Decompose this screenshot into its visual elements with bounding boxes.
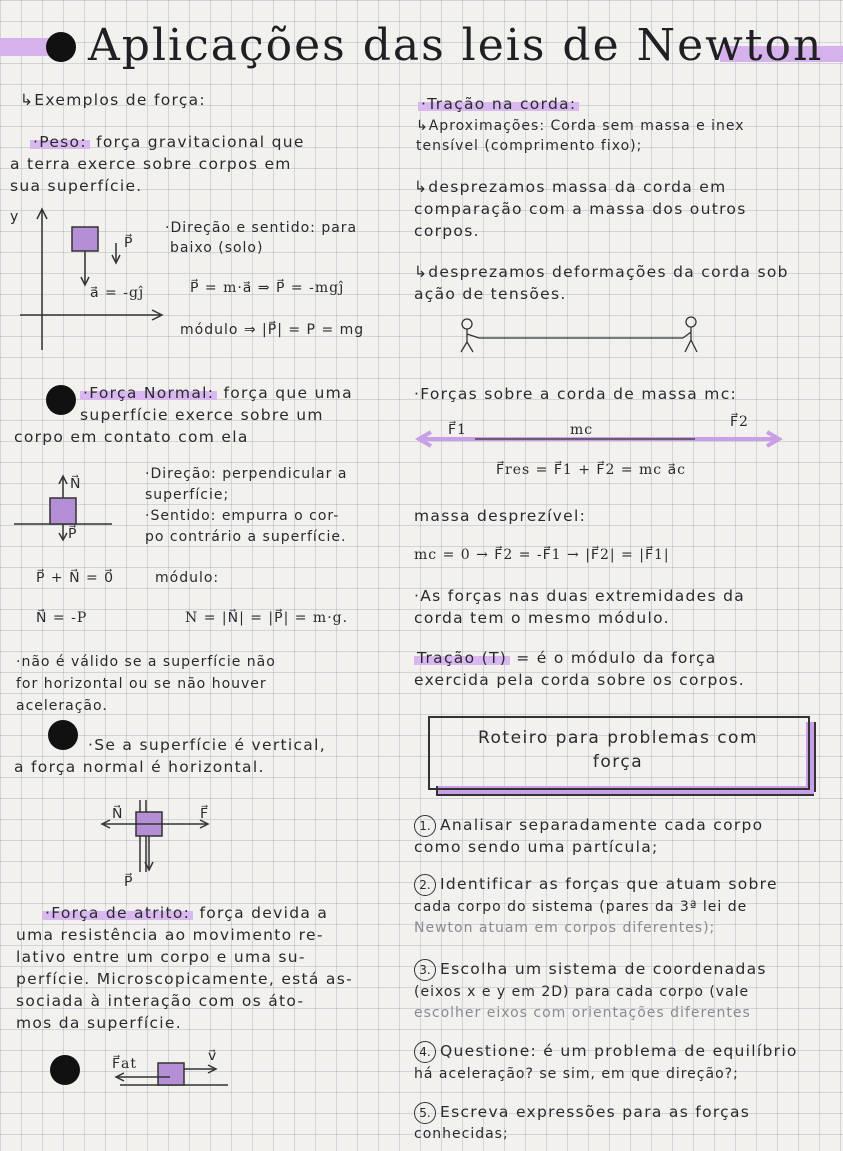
nao-valido-2: for horizontal ou se não houver (16, 676, 267, 692)
peso-accel: a⃗ = -gĵ (90, 285, 145, 301)
vertical-vec-f: F⃗ (200, 806, 210, 822)
step-3-number: 3. (414, 959, 436, 981)
peso-text-1: força gravitacional que (96, 133, 305, 151)
vertical-line-1: ·Se a superfície é vertical, (88, 736, 326, 754)
extremidades-line-2: corda tem o mesmo módulo. (414, 609, 670, 627)
peso-label: ·Peso: (30, 133, 90, 151)
normal-dir-2: superfície; (145, 487, 230, 503)
step-5-number: 5. (414, 1102, 436, 1124)
binder-hole (48, 720, 78, 750)
vertical-vec-n: N⃗ (112, 806, 124, 822)
normal-sent-2: po contrário a superfície. (145, 529, 347, 545)
atrito-line-2: uma resistência ao movimento re- (16, 926, 324, 944)
peso-line-3: sua superfície. (10, 177, 143, 195)
step-3-line-2: (eixos x e y em 2D) para cada corpo (vale (414, 984, 750, 1000)
vertical-line-2: a força normal é horizontal. (14, 758, 265, 776)
despr1-line-3: corpos. (414, 222, 480, 240)
aprox-line-2: tensível (comprimento fixo); (416, 138, 643, 154)
roteiro-title-2: força (592, 752, 644, 772)
despr1-line-1: ↳desprezamos massa da corda em (414, 178, 727, 196)
vec-f2: F⃗2 (730, 414, 749, 430)
peso-formula: P⃗ = m·a⃗ ⇒ P⃗ = -mgĵ (190, 280, 345, 296)
step-2-line-1: Identificar as forças que atuam sobre (440, 875, 778, 893)
peso-vector-p: P⃗ (124, 235, 134, 251)
binder-hole (50, 1055, 80, 1085)
page-title: Aplicações das leis de Newton (88, 20, 824, 71)
axis-y-label: y (10, 209, 20, 225)
aprox-line-1: ↳Aproximações: Corda sem massa e inex (416, 118, 745, 134)
forcas-line-1: ·Forças sobre a corda de massa mc: (414, 385, 738, 403)
normal-sum: P⃗ + N⃗ = 0⃗ (36, 570, 115, 586)
roteiro-title (430, 726, 806, 774)
step-1-number: 1. (414, 815, 436, 837)
mc-zero-formula: mc = 0 → F⃗2 = -F⃗1 → |F⃗2| = |F⃗1| (414, 547, 670, 563)
step-4-line-1: Questione: é um problema de equilíbrio (440, 1042, 798, 1060)
step-5-line-1: Escreva expressões para as forças (440, 1103, 751, 1121)
rope-diagram (455, 316, 715, 356)
nao-valido-3: aceleração. (16, 698, 108, 714)
fres-formula: F⃗res = F⃗1 + F⃗2 = mc a⃗c (496, 462, 687, 478)
normal-text-1: força que uma (223, 384, 353, 402)
normal-label: ·Força Normal: (80, 384, 217, 402)
tracao-heading (418, 94, 579, 115)
normal-vec-p: P⃗ (68, 526, 78, 542)
atrito-line-1 (42, 903, 328, 924)
atrito-vec-v: v⃗ (208, 1048, 218, 1064)
despr2-line-2: ação de tensões. (414, 285, 567, 303)
atrito-vec-fat: F⃗at (112, 1056, 138, 1072)
roteiro-title-1: Roteiro para problemas com (477, 728, 759, 748)
normal-line-3: corpo em contato com ela (14, 428, 249, 446)
atrito-line-6: mos da superfície. (16, 1014, 182, 1032)
atrito-line-4: perfície. Microscopicamente, está as- (16, 970, 353, 988)
massa-desprezivel: massa desprezível: (414, 507, 587, 525)
tracao-t-label: Tração (T) (414, 649, 510, 667)
mass-mc: mc (570, 422, 594, 438)
binder-hole (46, 385, 76, 415)
step-2-number: 2. (414, 874, 436, 896)
step-1-line-2: como sendo uma partícula; (414, 838, 659, 856)
normal-modulo-label: módulo: (155, 570, 220, 586)
normal-dir-1: ·Direção: perpendicular a (145, 466, 348, 482)
step-2-line-2: cada corpo do sistema (pares da 3ª lei de (414, 899, 748, 915)
normal-neg: N⃗ = -P (36, 610, 88, 626)
binder-hole (46, 32, 76, 62)
normal-line-2: superfície exerce sobre um (80, 406, 324, 424)
normal-line-1 (80, 383, 353, 404)
peso-modulo: módulo ⇒ |P⃗| = P = mg (180, 322, 365, 338)
despr1-line-2: comparação com a massa dos outros (414, 200, 747, 218)
vec-f1: F⃗1 (448, 422, 467, 438)
peso-line-2: a terra exerce sobre corpos em (10, 155, 292, 173)
atrito-text-1: força devida a (199, 904, 329, 922)
step-2-line-3: Newton atuam em corpos diferentes); (414, 920, 716, 936)
atrito-label: ·Força de atrito: (42, 904, 193, 922)
vertical-vec-p: P⃗ (124, 874, 134, 890)
step-3-line-3: escolher eixos com orientações diferentes (414, 1005, 751, 1021)
step-1-line-1: Analisar separadamente cada corpo (440, 816, 764, 834)
step-5-line-2: conhecidas; (414, 1126, 509, 1142)
peso-dir-2: baixo (solo) (170, 240, 264, 256)
tracao-t-text-1: = é o módulo da força (516, 649, 717, 667)
normal-vec-n: N⃗ (70, 476, 82, 492)
normal-sent-1: ·Sentido: empurra o cor- (145, 508, 340, 524)
step-4-number: 4. (414, 1041, 436, 1063)
step-3-line-1: Escolha um sistema de coordenadas (440, 960, 767, 978)
peso-dir-1: ·Direção e sentido: para (165, 220, 358, 236)
tracao-t-line-1 (414, 648, 717, 669)
peso-line-1 (30, 132, 305, 153)
despr2-line-1: ↳desprezamos deformações da corda sob (414, 263, 789, 281)
examples-heading: ↳Exemplos de força: (20, 91, 206, 109)
atrito-line-3: lativo entre um corpo e uma su- (16, 948, 306, 966)
step-4-line-2: há aceleração? se sim, em que direção?; (414, 1066, 739, 1082)
normal-modulo: N = |N⃗| = |P⃗| = m·g. (185, 610, 349, 626)
atrito-line-5: sociada à interação com os áto- (16, 992, 305, 1010)
extremidades-line-1: ·As forças nas duas extremidades da (414, 587, 746, 605)
tracao-label: ·Tração na corda: (418, 95, 579, 113)
nao-valido-1: ·não é válido se a superfície não (16, 654, 276, 670)
tracao-t-line-2: exercida pela corda sobre os corpos. (414, 671, 745, 689)
